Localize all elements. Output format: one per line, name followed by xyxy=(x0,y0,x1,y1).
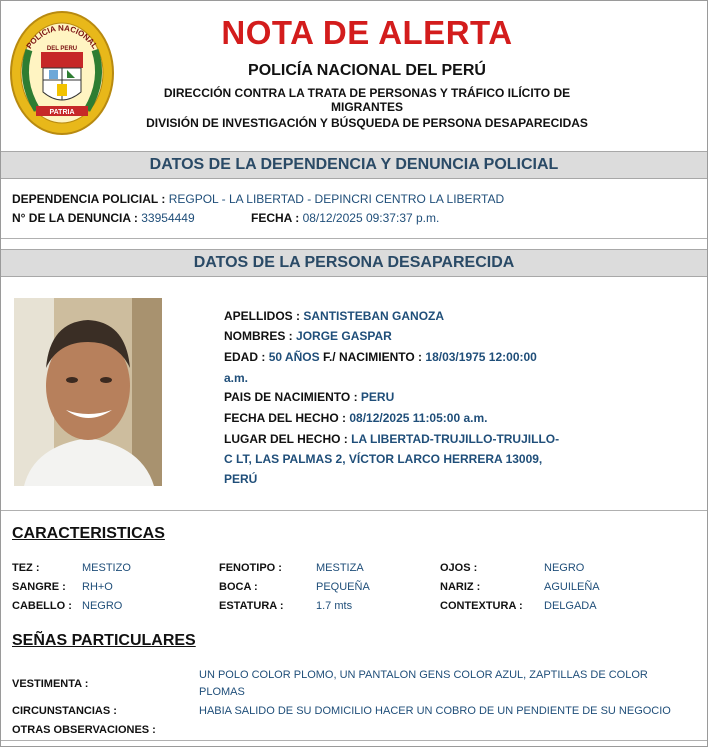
apellidos-label: APELLIDOS : xyxy=(224,309,301,323)
nombres-label: NOMBRES : xyxy=(224,329,293,343)
division-name: DIVISIÓN DE INVESTIGACIÓN Y BÚSQUEDA DE PERSONA DESAPARECIDAS xyxy=(146,116,588,130)
missing-person-photo xyxy=(14,298,162,486)
vestimenta-label: VESTIMENTA : xyxy=(12,678,89,690)
char-value-sangre: RH+O xyxy=(82,581,113,593)
section-header-persona: DATOS DE LA PERSONA DESAPARECIDA xyxy=(1,249,707,277)
denuncia-value: 33954449 xyxy=(141,211,195,225)
senas-title: SEÑAS PARTICULARES xyxy=(12,632,196,649)
lugar-value-1: LA LIBERTAD-TRUJILLO-TRUJILLO- xyxy=(351,432,560,446)
dependencia-value: REGPOL - LA LIBERTAD - DEPINCRI CENTRO LA LIBERTAD xyxy=(168,192,505,206)
divider xyxy=(1,740,707,741)
logo-top-text: POLICIA NACIONAL xyxy=(24,23,100,51)
fecha-denuncia-label: FECHA : xyxy=(251,211,300,225)
edad-label: EDAD : xyxy=(224,350,266,364)
edad-row xyxy=(224,350,537,364)
logo-inner-text: DEL PERU xyxy=(46,46,78,52)
lugar-row-3 xyxy=(224,472,257,486)
nombres-row xyxy=(224,329,392,343)
char-value-nariz: AGUILEÑA xyxy=(544,581,600,593)
pais-row xyxy=(224,390,394,404)
char-label-sangre: SANGRE : xyxy=(12,581,66,593)
char-label-boca: BOCA : xyxy=(219,581,258,593)
char-label-nariz: NARIZ : xyxy=(440,581,481,593)
char-value-estatura: 1.7 mts xyxy=(316,600,353,612)
nacimiento-label: F./ NACIMIENTO : xyxy=(322,350,423,364)
circunstancias-label: CIRCUNSTANCIAS : xyxy=(12,705,117,717)
fecha-hecho-label: FECHA DEL HECHO : xyxy=(224,411,347,425)
nacimiento-value: 18/03/1975 12:00:00 xyxy=(425,350,537,364)
circunstancias-value: HABIA SALIDO DE SU DOMICILIO HACER UN COBRO DE UN PENDIENTE DE SU NEGOCIO xyxy=(199,705,671,717)
char-value-ojos: NEGRO xyxy=(544,562,585,574)
dependencia-row xyxy=(12,192,504,206)
char-label-contextura: CONTEXTURA : xyxy=(440,600,523,612)
lugar-label: LUGAR DEL HECHO : xyxy=(224,432,348,446)
edad-value: 50 AÑOS xyxy=(268,350,320,364)
lugar-value-3: PERÚ xyxy=(224,472,258,486)
char-label-ojos: OJOS : xyxy=(440,562,478,574)
char-label-fenotipo: FENOTIPO : xyxy=(219,562,282,574)
fecha-denuncia-value: 08/12/2025 09:37:37 p.m. xyxy=(302,211,440,225)
caracteristicas-title: CARACTERISTICAS xyxy=(12,525,165,542)
char-value-fenotipo: MESTIZA xyxy=(316,562,364,574)
char-label-tez: TEZ : xyxy=(12,562,40,574)
nombres-value: JORGE GASPAR xyxy=(296,329,392,343)
divider xyxy=(1,238,707,239)
denuncia-row xyxy=(12,211,195,225)
char-label-cabello: CABELLO : xyxy=(12,600,72,612)
section-header-dependencia: DATOS DE LA DEPENDENCIA Y DENUNCIA POLICIAL xyxy=(1,151,707,179)
institution-name: POLICÍA NACIONAL DEL PERÚ xyxy=(248,62,486,79)
vestimenta-value: UN POLO COLOR PLOMO, UN PANTALON GENS COLOR AZUL, ZAPTILLAS DE COLOR PLOMAS xyxy=(199,669,648,698)
pais-value: PERU xyxy=(360,390,395,404)
lugar-row xyxy=(224,432,559,446)
header xyxy=(0,0,708,150)
person-portrait-icon xyxy=(14,298,162,486)
nacimiento-cont-row xyxy=(224,371,248,385)
char-value-tez: MESTIZO xyxy=(82,562,131,574)
fecha-hecho-value: 08/12/2025 11:05:00 a.m. xyxy=(349,411,488,425)
pais-label: PAIS DE NACIMIENTO : xyxy=(224,390,358,404)
char-value-cabello: NEGRO xyxy=(82,600,123,612)
logo-ribbon-text: PATRIA xyxy=(49,109,75,116)
apellidos-value: SANTISTEBAN GANOZA xyxy=(303,309,445,323)
apellidos-row xyxy=(224,309,444,323)
alert-title: NOTA DE ALERTA xyxy=(221,14,513,51)
denuncia-label: N° DE LA DENUNCIA : xyxy=(12,211,138,225)
nacimiento-value-cont: a.m. xyxy=(224,371,249,385)
lugar-value-2: C LT, LAS PALMAS 2, VÍCTOR LARCO HERRERA 13009, xyxy=(224,452,543,466)
direction-name: DIRECCIÓN CONTRA LA TRATA DE PERSONAS Y TRÁFICO ILÍCITO DE MIGRANTES xyxy=(163,86,571,114)
lugar-row-2 xyxy=(224,452,542,466)
divider xyxy=(1,510,707,511)
otras-observaciones-label: OTRAS OBSERVACIONES : xyxy=(12,724,156,736)
char-label-estatura: ESTATURA : xyxy=(219,600,284,612)
char-value-boca: PEQUEÑA xyxy=(316,581,370,593)
fecha-hecho-row xyxy=(224,411,487,425)
police-emblem-icon xyxy=(9,10,115,136)
char-value-contextura: DELGADA xyxy=(544,600,597,612)
fecha-denuncia-row xyxy=(251,211,439,225)
dependencia-label: DEPENDENCIA POLICIAL : xyxy=(12,192,166,206)
